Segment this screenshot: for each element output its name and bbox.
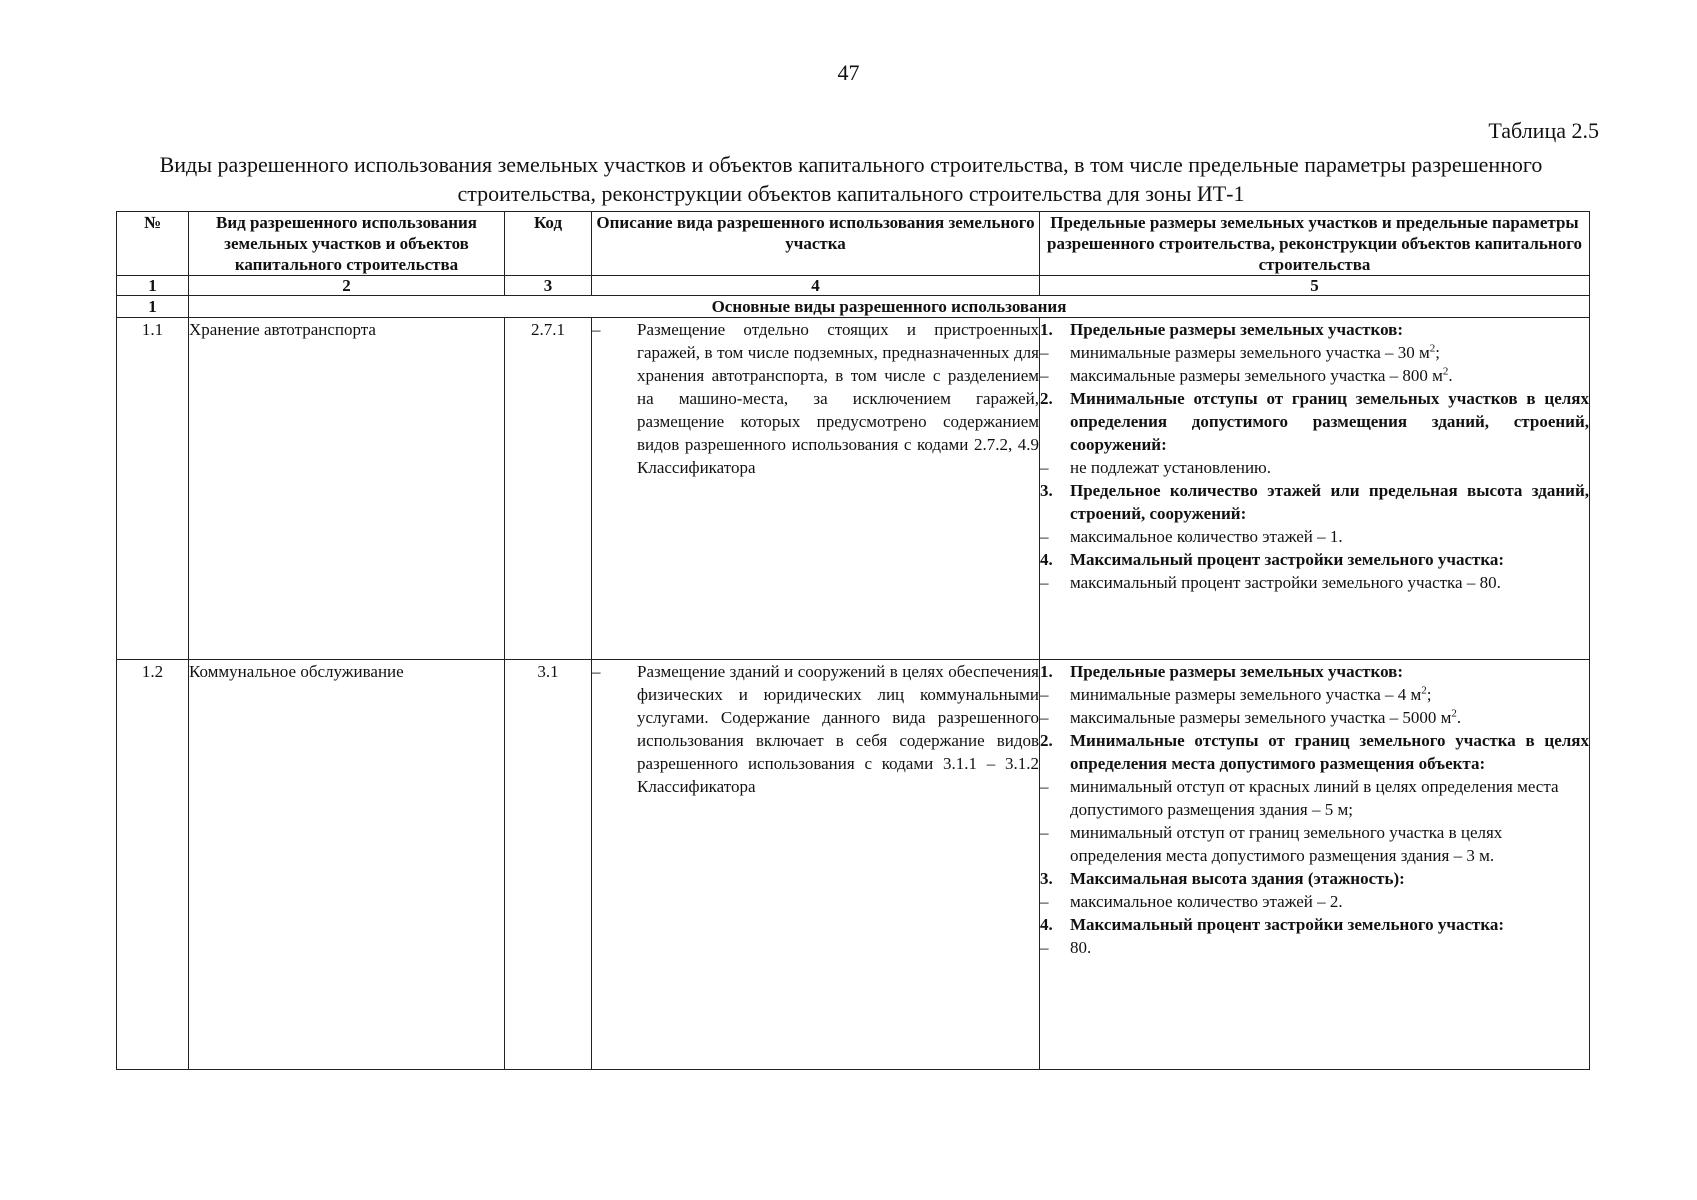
table-row [117, 318, 1590, 660]
parameter-item [1040, 821, 1589, 867]
section-number: 1 [117, 296, 189, 318]
parameter-text: максимальные размеры земельного участка – 5000 $м^2$. [1070, 707, 1462, 727]
parameter-list [1040, 660, 1589, 959]
list-marker: 2. [1040, 389, 1053, 408]
table-row [117, 660, 1590, 1070]
parameter-text: минимальные размеры земельного участка – 4 $м^2$; [1070, 684, 1432, 704]
column-number: 1 [117, 276, 189, 296]
parameter-list [1040, 318, 1589, 594]
list-marker: 3. [1040, 869, 1053, 888]
row-use-type: Коммунальное обслуживание [189, 660, 505, 1070]
parameter-text: минимальный отступ от красных линий в целях определения места допустимого размещения здания – 5 м; [1070, 777, 1559, 819]
description-text: Размещение зданий и сооружений в целях обеспечения физических и юридических лиц коммунальными услугами. Содержание данного вида разрешенного использования включает в себя содержание видов разрешенного использования с кодами 3.1.1 – 3.1.2 Классификатора [637, 662, 1039, 796]
list-marker: 4. [1040, 550, 1053, 569]
parameter-text: максимальные размеры земельного участка – 800 $м^2$. [1070, 365, 1453, 385]
list-marker: – [1040, 708, 1049, 727]
parameter-heading [1040, 913, 1589, 936]
list-marker: – [1040, 777, 1049, 796]
list-marker: 2. [1040, 731, 1053, 750]
parameter-heading [1040, 548, 1589, 571]
column-number: 4 [592, 276, 1040, 296]
row-number: 1.2 [117, 660, 189, 1070]
superscript: 2 [1442, 365, 1449, 378]
row-use-type: Хранение автотранспорта [189, 318, 505, 660]
superscript: 2 [1421, 684, 1427, 697]
row-parameters [1040, 318, 1590, 660]
parameter-heading [1040, 729, 1589, 775]
row-description [592, 660, 1040, 1070]
row-number: 1.1 [117, 318, 189, 660]
parameter-item [1040, 456, 1589, 479]
parameter-item [1040, 525, 1589, 548]
parameter-text: минимальный отступ от границ земельного участка в целях определения места допустимого размещения здания – 3 м. [1070, 823, 1503, 865]
parameter-text: Максимальный процент застройки земельного участка: [1070, 550, 1505, 569]
section-row [117, 296, 1590, 318]
land-use-table [116, 211, 1590, 1070]
row-description [592, 318, 1040, 660]
column-number: 5 [1040, 276, 1590, 296]
list-marker: – [1040, 938, 1049, 957]
parameter-text: Предельные размеры земельных участков: [1070, 662, 1404, 681]
header-cell-number: № [117, 212, 189, 276]
parameter-text: 80. [1070, 938, 1092, 957]
header-row [117, 212, 1590, 276]
parameter-item [1040, 775, 1589, 821]
parameter-item [1040, 936, 1589, 959]
dash-marker: – [592, 320, 601, 339]
parameter-heading [1040, 479, 1589, 525]
parameter-heading [1040, 867, 1589, 890]
parameter-item [1040, 890, 1589, 913]
row-parameters [1040, 660, 1590, 1070]
column-number: 2 [189, 276, 505, 296]
column-number: 3 [505, 276, 592, 296]
description-item [592, 318, 1039, 479]
table-caption: Таблица 2.5 [1488, 118, 1599, 143]
parameter-text: Максимальная высота здания (этажность): [1070, 869, 1405, 888]
parameter-text: Минимальные отступы от границ земельных участков в целях определения допустимого размещения зданий, строений, сооружений: [1070, 389, 1589, 454]
parameter-heading [1040, 387, 1589, 456]
row-code: 3.1 [505, 660, 592, 1070]
description-item [592, 660, 1039, 798]
parameter-text: максимальное количество этажей – 2. [1070, 892, 1343, 911]
header-cell-description: Описание вида разрешенного использования земельного участка [592, 212, 1040, 276]
column-number-row [117, 276, 1590, 296]
parameter-item [1040, 571, 1589, 594]
row-code: 2.7.1 [505, 318, 592, 660]
description-text: Размещение отдельно стоящих и пристроенных гаражей, в том числе подземных, предназначенных для хранения автотранспорта, в том числе с разделением на машино-места, за исключением гаражей, размещение которых предусмотрено содержанием видов разрешенного использования с кодами 2.7.2, 4.9 Классификатора [637, 320, 1039, 477]
parameter-text: максимальный процент застройки земельного участка – 80. [1070, 573, 1501, 592]
parameter-text: Предельное количество этажей или предельная высота зданий, строений, сооружений: [1070, 481, 1589, 523]
list-marker: – [1040, 366, 1049, 385]
list-marker: – [1040, 685, 1049, 704]
list-marker: – [1040, 343, 1049, 362]
parameter-item [1040, 341, 1589, 364]
list-marker: – [1040, 823, 1049, 842]
header-cell-code: Код [505, 212, 592, 276]
dash-marker: – [592, 662, 601, 681]
superscript: 2 [1451, 707, 1457, 720]
parameter-text: не подлежат установлению. [1070, 458, 1272, 477]
parameter-text: Максимальный процент застройки земельного участка: [1070, 915, 1505, 934]
parameter-heading [1040, 318, 1589, 341]
parameter-heading [1040, 660, 1589, 683]
list-marker: – [1040, 458, 1049, 477]
parameter-item [1040, 683, 1589, 706]
list-marker: – [1040, 573, 1049, 592]
list-marker: – [1040, 527, 1049, 546]
section-title: Основные виды разрешенного использования [189, 296, 1590, 318]
header-cell-type: Вид разрешенного использования земельных участков и объектов капитального строительства [189, 212, 505, 276]
parameter-text: минимальные размеры земельного участка – 30 $м^2$; [1070, 342, 1440, 362]
document-title: Виды разрешенного использования земельных участков и объектов капитального строительства, в том числе предельные параметры разрешенного строительства, реконструкции объектов капитального строительства для зоны ИТ-1 [159, 152, 1543, 206]
parameter-item [1040, 364, 1589, 387]
parameter-text: максимальное количество этажей – 1. [1070, 527, 1343, 546]
parameter-item [1040, 706, 1589, 729]
parameter-text: Минимальные отступы от границ земельного участка в целях определения места допустимого размещения объекта: [1070, 731, 1589, 773]
list-marker: 3. [1040, 481, 1053, 500]
list-marker: – [1040, 892, 1049, 911]
header-cell-parameters: Предельные размеры земельных участков и предельные параметры разрешенного строительства, реконструкции объектов капитального строительства [1040, 212, 1590, 276]
page-number: 47 [837, 60, 860, 85]
parameter-text: Предельные размеры земельных участков: [1070, 320, 1404, 339]
list-marker: 1. [1040, 320, 1053, 339]
list-marker: 4. [1040, 915, 1053, 934]
superscript: 2 [1429, 342, 1436, 355]
list-marker: 1. [1040, 662, 1053, 681]
